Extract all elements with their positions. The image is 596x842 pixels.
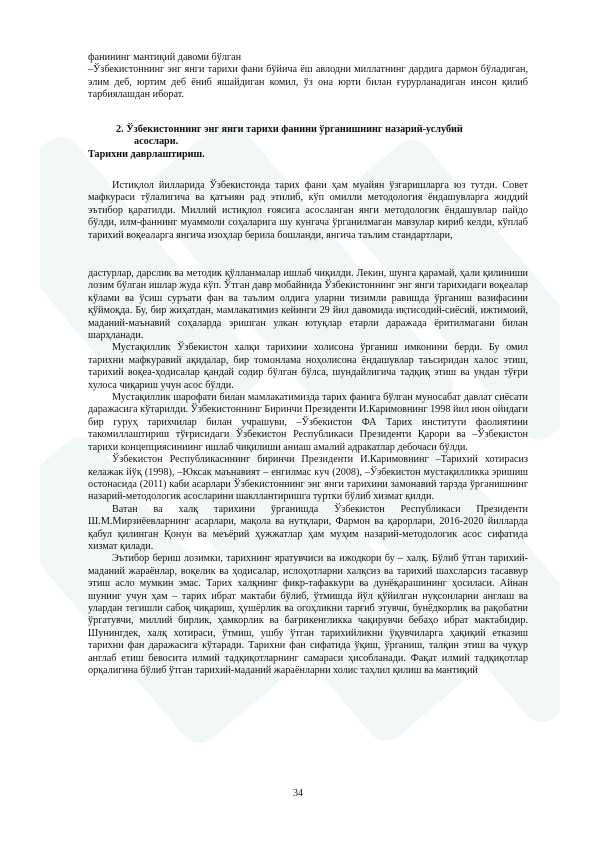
paragraph-text: Эътибор бериш лозимки, тарихнинг яратувчиси ва ижодкори бу – халқ. Бўлиб ўтган тарихий- маданий жараёнлар, воқелик ва ҳодисалар, ислоҳотларни халқсиз ва тарихий шахсларсиз тасаввур этиш асло мумкин эмас. Тарих халқнинг фикр-тафаккури ва дунёқарашининг ҳосиласи. Айнан шунинг учун ҳам – тарих ибрат мактаби бўлиб, ўтмишда йўл қўйилган нуқсонларни англаш ва улардан тегишли сабоқ чиқариш, ҳушёрлик ва огоҳликни тарғиб этувчи, бунёдкорлик ва рақобатни ўргатувчи, миллий бирлик, ҳамкорлик ва бағрикенгликка чақирувчи бебаҳо ибрат мактабидир. Шунингдек, халқ хотираси, ўтмиш, ушбу ўтган тарихийликни ўқувчиларга ҳақиқий етказиш тарихни фан даражасига кўтаради. Тарихни фан сифатида ўқиш, ўрганиш, талқин этиш ва чуқур англаб етиш бевосита илмий тадқиқотларнинг самараси ҳисобланади. Фақат илмий тадқиқотлар орқалигина бўлиб ўтган тарихий-маданий жараёнларни холис таҳлил қилиш ва мантиқий [88,553,528,676]
section-subtitle: Тарихни даврлаштириш. [88,148,205,160]
intro-block [88,52,528,102]
paragraph-text: Ўзбекистон Республикасининг биринчи Президенти И.Каримовнинг –Тарихий хотирасиз келажак йўқ (1998), –Юксак маънавият – енгилмас куч (2008), –Ўзбекистон мустақилликка эришиш остонасида (2011) каби асарлари Ўзбекистоннинг энг янги тарихини замонавий тарзда ўрганишнинг назарий-методологик асосларини шакллантиришга туртки бўлиб хизмат қилди. [88,454,528,503]
paragraph-text: Мустақиллик Ўзбекистон халқи тарихини холисона ўрганиш имконини берди. Бу омил тарихни мафкуравий ақидалар, бир томонлама ноҳолисона ёндашувлар таъсиридан халос этиш, тарихий воқеа-ҳодисалар қандай содир бўлган бўлса, шундайлигича тадқиқ этиш ва ундан тўғри хулоса чиқариш учун асос бўлди. [88,342,528,391]
section-title [116,124,528,136]
paragraph-1 [88,180,528,242]
intro-line-1: фанининг мантиқий давоми бўлган [88,52,242,63]
section-heading [88,124,528,161]
page-number: 34 [293,788,303,799]
paragraph-text: дастурлар, дарслик ва методик қўлланмалар ишлаб чиқилди. Лекин, шунга қарамай, ҳали қилиниши лозим бўлган ишлар жуда кўп. Ўтган давр мобайнида Ўзбекистоннинг энг янги тарихидаги воқеалар кўлами ва ўсиш суръати фан ва таълим олдига уларни тизимли равишда ўрганиш вазифасини қўймоқда. Бу, бир жиҳатдан, мамлакатимиз кейинги 29 йил давомида иқтисодий-сиёсий, ижтимоий, маданий-маънавий соҳаларда эришган улкан ютуқлар етарли даражада ёритилмагани билан шарҳланади. [88,268,528,342]
body-paragraphs [88,268,528,677]
paragraph-text: Мустақиллик шарофати билан мамлакатимизда тарих фанига бўлган муносабат давлат сиёсати даражасига кўтарилди. Ўзбекистоннинг Биринчи Президенти И.Каримовнинг 1998 йил июн ойидаги бир гуруҳ тарихчилар билан учрашуви, –Ўзбекистон ФА Тарих институти фаолиятини такомиллаштириш тўғрисидаги Ўзбекистон Республикаси Президенти Қарори ва –Ўзбекистон тарихи концепциясиниинг ишлаб чиқилиши аниаш амалий адракатлар дебочаси бўлди. [88,392,528,453]
intro-line-2: –Ўзбекистоннинг энг янги тарихи фани бўйича ёш авлодни миллатнинг дардига дармон бўладиган, элим деб, юртим деб ёниб яшайдиган комил, ўз она юрти билан ғурурланадиган инсон қилиб тарбиялашдан иборат. [88,64,528,101]
section-title-line-2: асослари. [134,136,179,148]
section-number: 2. [116,124,124,135]
paragraph-text: Ватан ва халқ тарихини ўрганишда Ўзбекистон Республикаси Президенти Ш.М.Мирзиёевларнинг асарлари, мақола ва нутқлари, Фармон ва қарорлари, 2016-2020 йилларда қабул қилинган Қонун ва меъёрий ҳужжатлар ҳам муҳим назарий-методологик асос сифатида хизмат қилади. [88,503,528,552]
section-title-line-1: Ўзбекистоннинг энг янги тарихи фанини ўрганишнинг назарий-услубий [126,124,463,135]
paragraph-text: Истиқлол йилларида Ўзбекистонда тарих фани ҳам муайян ўзгаришларга юз тутди. Совет мафкураси тўлалигича ва қатъиян рад этилиб, кўп омилли методология ёндашувларга жиддий эътибор қаратилди. Миллий истиқлол ғоясига асосланган янги методологик ёндашувлар пайдо бўлди, илм-фаннинг муаммоли соҳаларига шу кунгача ўрганилмаган мавзулар кириб келди, кўплаб тарихий воқеаларга янгича изоҳлар берила бошланди, янгича таълим стандартлари, [88,180,528,241]
